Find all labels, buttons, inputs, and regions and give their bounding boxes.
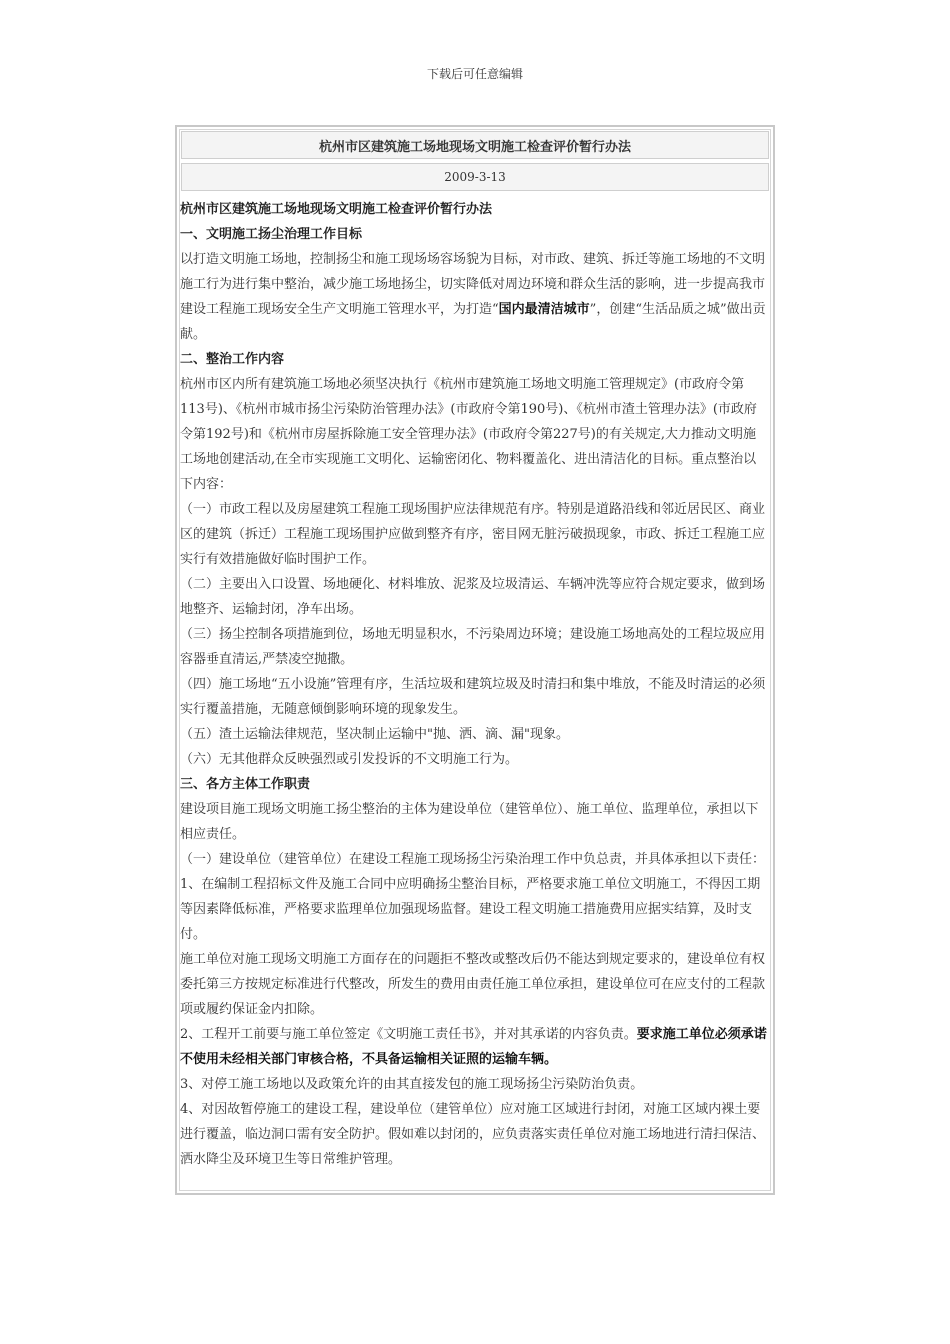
- section-2-item: （二）主要出入口设置、场地硬化、材料堆放、泥浆及垃圾清运、车辆冲洗等应符合规定要求，做到场地整齐、运输封闭，净车出场。: [180, 577, 766, 617]
- section-3-subsection-1: （一）建设单位（建管单位）在建设工程施工现场扬尘污染治理工作中负总责，并具体承担以下责任：: [180, 852, 766, 867]
- section-3-intro: 建设项目施工现场文明施工扬尘整治的主体为建设单位（建管单位）、施工单位、监理单位，承担以下相应责任。: [180, 802, 759, 842]
- article-title: 杭州市区建筑施工场地现场文明施工检查评价暂行办法: [181, 131, 769, 159]
- section-2-title: 二、整治工作内容: [180, 352, 285, 367]
- section-2-item: （三）扬尘控制各项措施到位，场地无明显积水，不污染周边环境；建设施工场地高处的工程垃圾应用容器垂直清运,严禁凌空抛撒。: [180, 627, 766, 667]
- article-frame: [175, 125, 775, 1195]
- section-2-item: （五）渣土运输法律规范，坚决制止运输中"抛、洒、滴、漏"现象。: [180, 727, 569, 742]
- section-2-intro: 杭州市区内所有建筑施工场地必须坚决执行《杭州市建筑施工场地文明施工管理规定》(市政府令第113号)、《杭州市城市扬尘污染防治管理办法》(市政府令第190号)、《杭州市渣土管理办法》(市政府令第192号)和《杭州市房屋拆除施工安全管理办法》(市政府令第227号)的有关规定,大力推动文明施工场地创建活动,在全市实现施工文明化、运输密闭化、物料覆盖化、进出清洁化的目标。重点整治以下内容：: [180, 377, 757, 492]
- article-date: 2009-3-13: [181, 163, 769, 191]
- section-1-bold-text: 国内最清洁城市: [498, 302, 590, 317]
- section-3-item-2: [180, 1022, 767, 1072]
- section-2-item: （六）无其他群众反映强烈或引发投诉的不文明施工行为。: [180, 752, 519, 767]
- section-3-item-1: 1、在编制工程招标文件及施工合同中应明确扬尘整治目标，严格要求施工单位文明施工，不得因工期等因素降低标准，严格要求监理单位加强现场监督。建设工程文明施工措施费用应据实结算，及时支付。: [180, 877, 761, 942]
- section-3-item-2-bold-text: 要求施工单位必须承诺不使用未经相关部门审核合格，不具备运输相关证照的运输车辆。: [180, 1027, 767, 1067]
- section-3-item-1-continued: 施工单位对施工现场文明施工方面存在的问题拒不整改或整改后仍不能达到规定要求的，建设单位有权委托第三方按规定标准进行代整改，所发生的费用由责任施工单位承担，建设单位可在应支付的工程款项或履约保证金内扣除。: [180, 952, 766, 1017]
- section-2-item: （一）市政工程以及房屋建筑工程施工现场围护应法律规范有序。特别是道路沿线和邻近居民区、商业区的建筑（拆迁）工程施工现场围护应做到整齐有序，密目网无脏污破损现象，市政、拆迁工程施工应实行有效措施做好临时围护工作。: [180, 502, 766, 567]
- section-3-item-3: 3、对停工施工场地以及政策允许的由其直接发包的施工现场扬尘污染防治负责。: [180, 1077, 644, 1092]
- body-heading: 杭州市区建筑施工场地现场文明施工检查评价暂行办法: [180, 202, 493, 217]
- section-1-text-end: ”，创建“生活品质之城”做出贡献。: [180, 302, 766, 342]
- section-3-item-4: 4、对因故暂停施工的建设工程，建设单位（建管单位）应对施工区域进行封闭，对施工区域内裸土要进行覆盖，临边洞口需有安全防护。假如难以封闭的，应负责落实责任单位对施工场地进行清扫保洁、洒水降尘及环境卫生等日常维护管理。: [180, 1102, 766, 1167]
- section-1-text: 以打造文明施工场地，控制扬尘和施工现场场容场貌为目标，对市政、建筑、拆迁等施工场地的不文明施工行为进行集中整治，减少施工场地扬尘，切实降低对周边环境和群众生活的影响，进一步提高我市建设工程施工现场安全生产文明施工管理水平，为打造“: [180, 252, 766, 317]
- section-1-title: 一、文明施工扬尘治理工作目标: [180, 227, 363, 242]
- download-note: 下载后可任意编辑: [426, 67, 523, 81]
- section-3-title: 三、各方主体工作职责: [180, 777, 311, 792]
- section-2-item: （四）施工场地“五小设施”管理有序，生活垃圾和建筑垃圾及时清扫和集中堆放，不能及时清运的必须实行覆盖措施，无随意倾倒影响环境的现象发生。: [180, 677, 766, 717]
- section-1-paragraph: [180, 247, 767, 347]
- article-body: [180, 197, 767, 1172]
- section-3-item-2-text: 2、工程开工前要与施工单位签定《文明施工责任书》，并对其承诺的内容负责。: [180, 1027, 637, 1042]
